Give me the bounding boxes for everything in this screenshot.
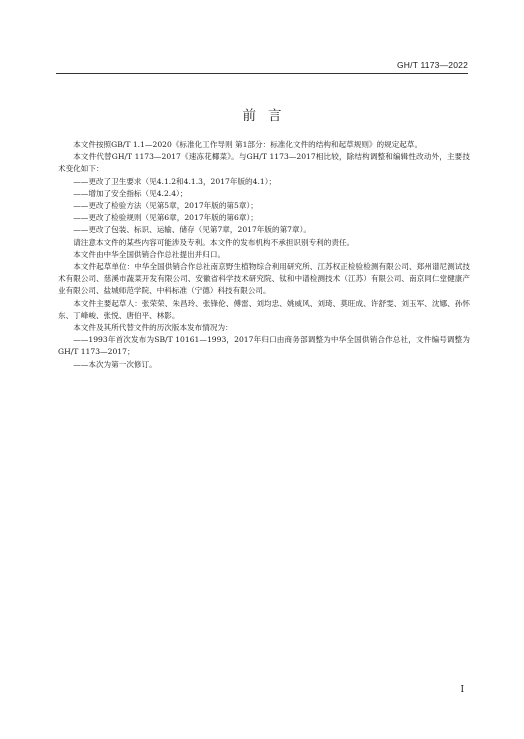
change-item-inspection-rules: ——更改了检验规则（见第6章，2017年版的第6章）； [73,213,258,223]
paragraph-drafters: 本文件主要起草人：张荣荣、朱昌玲、张锋伦、傅雷、刘均忠、姚威风、刘琦、莫旺成、许舒雯、刘玉军、沈娜、孙怀东、丁峰峻、张悦、唐伯平、林影。 [58,298,470,320]
change-item-packaging: ——更改了包装、标识、运输、储存（见第7章，2017年版的第7章）。 [73,225,311,235]
history-item-first-release: ——1993年首次发布为SB/T 10161—1993，2017年归口由商务部调整为中华全国供销合作总社，文件编号调整为GH/T 1173—2017； [58,335,470,357]
foreword-body [58,139,470,371]
paragraph-drafting-rules: 本文件按照GB/T 1.1—2020《标准化工作导则 第1部分：标准化文件的结构和起草规则》的规定起草。 [73,140,423,149]
change-item-hygiene: ——更改了卫生要求（见4.1.2和4.1.3，2017年版的4.1）； [73,176,277,186]
change-item-safety: ——增加了安全指标（见4.2.4）； [73,188,188,198]
paragraph-patent-notice: 请注意本文件的某些内容可能涉及专利。本文件的发布机构不承担识别专利的责任。 [73,237,355,247]
page-number: I [460,685,464,695]
document-code: GH/T 1173—2022 [397,60,468,70]
paragraph-proposer: 本文件由中华全国供销合作总社提出并归口。 [73,249,226,259]
paragraph-history-intro: 本文件及其所代替文件的历次版本发布情况为： [73,323,233,333]
paragraph-drafting-units: 本文件起草单位：中华全国供销合作总社南京野生植物综合利用研究所、江苏权正检验检测有限公司、郑州谱尼测试技术有限公司、慈溪市蔬菜开发有限公司、安徽省科学技术研究院、钛和中谱检测技术（江苏）有限公司、南京同仁堂健康产业有限公司、盐城师范学院、中科标准（宁德）科技有限公司。 [58,262,470,296]
history-item-revision: ——本次为第一次修订。 [73,359,157,369]
paragraph-replaces: 本文件代替GH/T 1173—2017《速冻花椰菜》。与GH/T 1173—2017相比较，除结构调整和编辑性改动外，主要技术变化如下： [58,152,470,174]
section-title: 前言 [242,108,294,124]
change-item-test-methods: ——更改了检验方法（见第5章，2017年版的第5章）； [73,201,258,211]
header-rule [56,73,468,74]
